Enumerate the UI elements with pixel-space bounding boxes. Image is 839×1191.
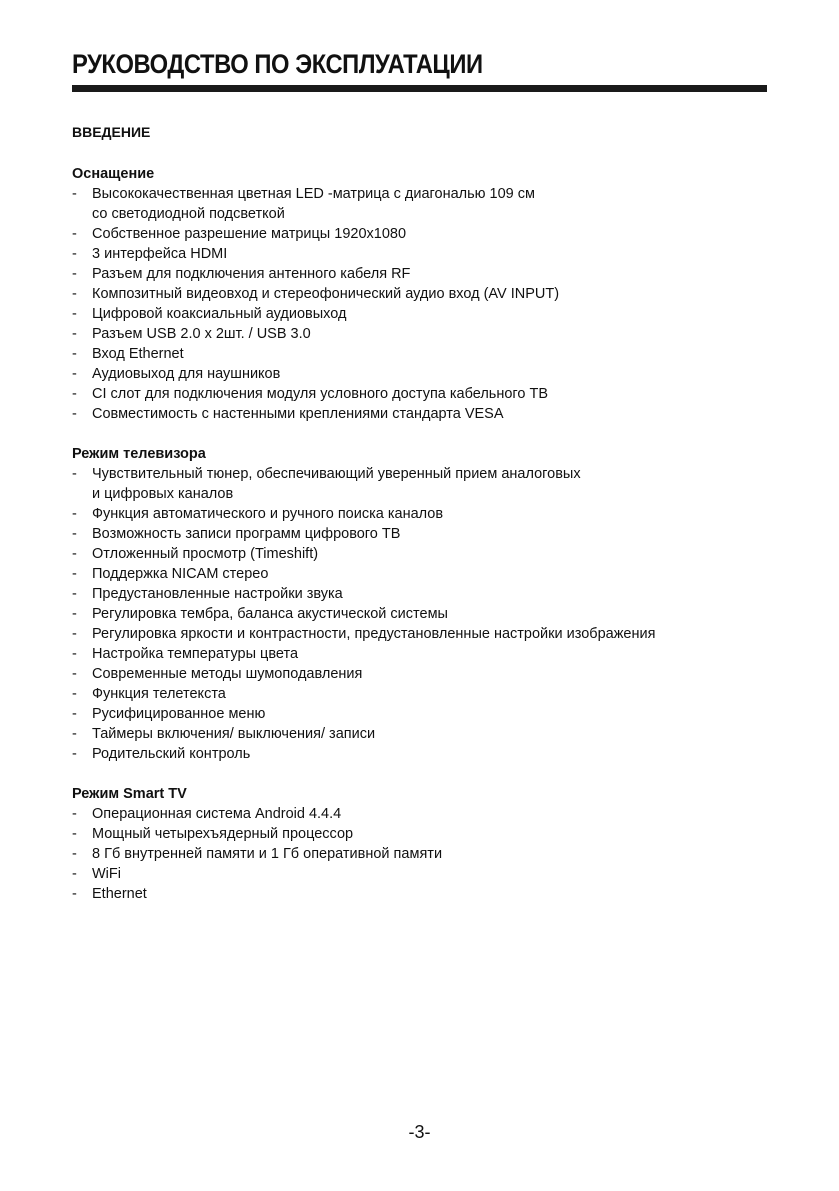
bullet-dash: - [72, 866, 77, 882]
list-item-text: Регулировка тембра, баланса акустической системы [92, 606, 448, 622]
bullet-dash: - [72, 266, 77, 282]
list-item-text: Совместимость с настенными креплениями стандарта VESA [92, 406, 504, 422]
intro-heading: ВВЕДЕНИЕ [72, 124, 151, 140]
bullet-dash: - [72, 226, 77, 242]
title-divider [72, 85, 767, 92]
list-item [72, 624, 772, 644]
section-heading: Режим Smart TV [72, 786, 187, 802]
bullet-dash: - [72, 706, 77, 722]
list-item [72, 284, 772, 304]
list-item [72, 824, 772, 844]
list-item [72, 604, 772, 624]
section-tv-mode [72, 444, 772, 764]
bullet-dash: - [72, 686, 77, 702]
list-item-text: Ethernet [92, 886, 147, 902]
bullet-dash: - [72, 546, 77, 562]
bullet-dash: - [72, 666, 77, 682]
bullet-dash: - [72, 606, 77, 622]
list-item-text: Современные методы шумоподавления [92, 666, 363, 682]
bullet-dash: - [72, 566, 77, 582]
list-item-text: 3 интерфейса HDMI [92, 246, 228, 262]
list-item [72, 544, 772, 564]
bullet-dash: - [72, 626, 77, 642]
list-item-text: Мощный четырехъядерный процессор [92, 826, 354, 842]
list-item [72, 524, 772, 544]
list-item-text: Композитный видеовход и стереофонический аудио вход (AV INPUT) [92, 286, 560, 302]
list-item-text: Разъем для подключения антенного кабеля RF [92, 266, 411, 282]
list-item-text: Предустановленные настройки звука [92, 586, 343, 602]
list-item [72, 684, 772, 704]
section-smart-tv [72, 784, 772, 904]
list-item-text: Поддержка NICAM стерео [92, 566, 269, 582]
bullet-dash: - [72, 746, 77, 762]
list-item [72, 224, 772, 244]
page-number: -3- [408, 1122, 431, 1142]
bullet-dash: - [72, 586, 77, 602]
list-item-text: Высококачественная цветная LED -матрица с диагональю 109 см со светодиодной подсветкой [92, 186, 535, 222]
list-item-text: Возможность записи программ цифрового ТВ [92, 526, 401, 542]
bullet-dash: - [72, 386, 77, 402]
list-item [72, 504, 772, 524]
bullet-dash: - [72, 246, 77, 262]
list-item-text: Разъем USB 2.0 x 2шт. / USB 3.0 [92, 326, 311, 342]
list-item [72, 404, 772, 424]
list-item-text: Цифровой коаксиальный аудиовыход [92, 306, 347, 322]
list-item [72, 844, 772, 864]
bullet-dash: - [72, 186, 77, 202]
list-item-text: Родительский контроль [92, 746, 251, 762]
list-item-text: Собственное разрешение матрицы 1920x1080 [92, 226, 407, 242]
bullet-dash: - [72, 326, 77, 342]
list-item-text: Чувствительный тюнер, обеспечивающий уверенный прием аналоговых и цифровых каналов [92, 466, 581, 502]
bullet-dash: - [72, 466, 77, 482]
list-item-text: Русифицированное меню [92, 706, 266, 722]
list-item-text: Отложенный просмотр (Timeshift) [92, 546, 319, 562]
list-item [72, 664, 772, 684]
list-item [72, 304, 772, 324]
list-item-text: Функция автоматического и ручного поиска каналов [92, 506, 444, 522]
list-item [72, 464, 772, 504]
list-item [72, 264, 772, 284]
list-item-text: 8 Гб внутренней памяти и 1 Гб оперативной памяти [92, 846, 443, 862]
page-title: РУКОВОДСТВО ПО ЭКСПЛУАТАЦИИ [72, 49, 483, 79]
bullet-dash: - [72, 506, 77, 522]
list-item-text: Операционная система Android 4.4.4 [92, 806, 342, 822]
list-item [72, 804, 772, 824]
list-item-text: Функция телетекста [92, 686, 226, 702]
bullet-dash: - [72, 646, 77, 662]
bullet-dash: - [72, 726, 77, 742]
list-item [72, 584, 772, 604]
bullet-dash: - [72, 366, 77, 382]
feature-list [72, 464, 772, 764]
list-item [72, 244, 772, 264]
feature-list [72, 804, 772, 904]
list-item [72, 744, 772, 764]
list-item [72, 184, 772, 224]
bullet-dash: - [72, 306, 77, 322]
list-item [72, 884, 772, 904]
section-heading: Оснащение [72, 166, 155, 182]
list-item-text: Регулировка яркости и контрастности, предустановленные настройки изображения [92, 626, 656, 642]
list-item [72, 324, 772, 344]
list-item [72, 704, 772, 724]
bullet-dash: - [72, 806, 77, 822]
bullet-dash: - [72, 826, 77, 842]
bullet-dash: - [72, 286, 77, 302]
feature-list [72, 184, 772, 424]
list-item [72, 364, 772, 384]
bullet-dash: - [72, 406, 77, 422]
bullet-dash: - [72, 846, 77, 862]
bullet-dash: - [72, 886, 77, 902]
list-item [72, 724, 772, 744]
list-item-text: Таймеры включения/ выключения/ записи [92, 726, 376, 742]
list-item-text: CI слот для подключения модуля условного доступа кабельного ТВ [92, 386, 549, 402]
bullet-dash: - [72, 526, 77, 542]
list-item-text: Настройка температуры цвета [92, 646, 299, 662]
bullet-dash: - [72, 346, 77, 362]
list-item [72, 564, 772, 584]
list-item [72, 644, 772, 664]
section-heading: Режим телевизора [72, 446, 206, 462]
list-item [72, 864, 772, 884]
section-equipment [72, 164, 772, 424]
list-item [72, 344, 772, 364]
list-item-text: Аудиовыход для наушников [92, 366, 281, 382]
list-item-text: Вход Ethernet [92, 346, 184, 362]
list-item-text: WiFi [92, 866, 121, 882]
list-item [72, 384, 772, 404]
